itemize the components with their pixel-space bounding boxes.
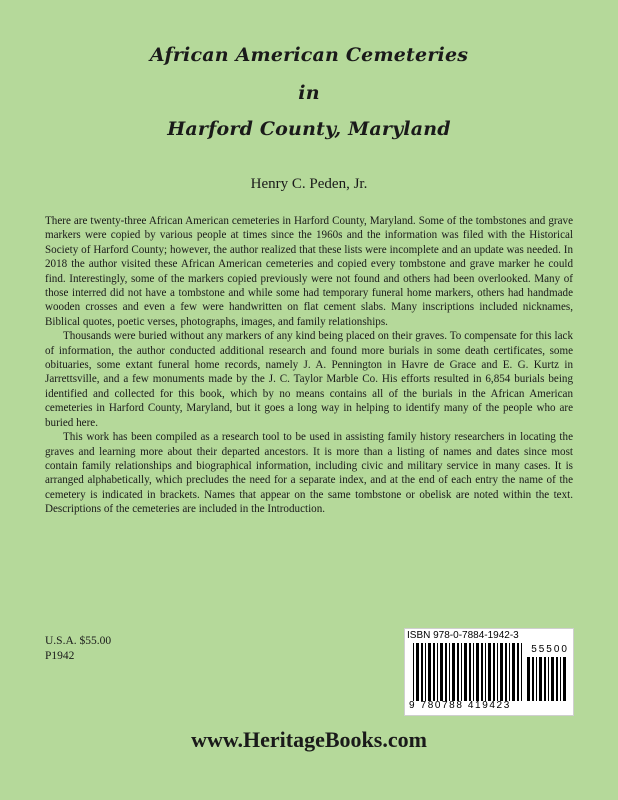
title-line-2: in [298, 82, 320, 104]
price-block [45, 634, 111, 664]
isbn-label: ISBN 978-0-7884-1942-3 [407, 630, 519, 641]
barcode-bars-icon [413, 643, 523, 701]
title-line-3: Harford County, Maryland [167, 118, 451, 140]
author-name: Henry C. Peden, Jr. [250, 176, 368, 192]
barcode-addon-bars-icon [527, 657, 569, 701]
barcode-digits: 9 780788 419423 [409, 700, 511, 711]
product-code: P1942 [45, 650, 75, 662]
title-line-1: African American Cemeteries [149, 44, 469, 66]
description-paragraph-1: There are twenty-three African American cemeteries in Harford County, Maryland. Some of the tombstones and grave markers were copied by various people at times since the 1960s and the information was filed with the Historical Society of Harford County; however, the author realized that these lists were incomplete and an update was needed. In 2018 the author visited these African American cemeteries and copied every tombstone and grave marker he could find. Interestingly, some of the markers copied previously were not found and others had been overlooked. Many of those interred did not have a tombstone and while some had temporary funeral home markers, others had handmade wooden crosses and even a few were handwritten on flat cement slabs. Many inscriptions included nicknames, Biblical quotes, poetic verses, photographs, images, and family relationships. [45, 215, 573, 328]
isbn-barcode [404, 628, 574, 716]
description-paragraph-2: Thousands were buried without any markers of any kind being placed on their graves. To compensate for this lack of information, the author conducted additional research and found more burials in some death certificates, some obituaries, some extant funeral home records, namely J. A. Pennington in Havre de Grace and E. G. Kurtz in Jarrettsville, and a few monuments made by the J. C. Taylor Marble Co. His efforts resulted in 6,854 burials being identified and collected for this book, which by no means contains all of the burials in the African American cemeteries in Harford County, Maryland, but it goes a long way in helping to identify many of the people who are buried here. [45, 330, 573, 429]
description-paragraph-3: This work has been compiled as a research tool to be used in assisting family history researchers in locating the graves and learning more about their departed ancestors. It is more than a listing of names and dates since most contain family relationships and biographical information, including civic and military service in many cases. It is arranged alphabetically, which precludes the need for a separate index, and at the end of each entry the name of the cemetery is indicated in brackets. Names that appear on the same tombstone or obelisk are noted within the text. Descriptions of the cemeteries are included in the Introduction. [45, 431, 573, 516]
description-text [45, 214, 573, 517]
price-label: U.S.A. $55.00 [45, 635, 112, 647]
barcode-price-code: 55500 [531, 644, 569, 655]
publisher-url: www.HeritageBooks.com [191, 727, 427, 752]
